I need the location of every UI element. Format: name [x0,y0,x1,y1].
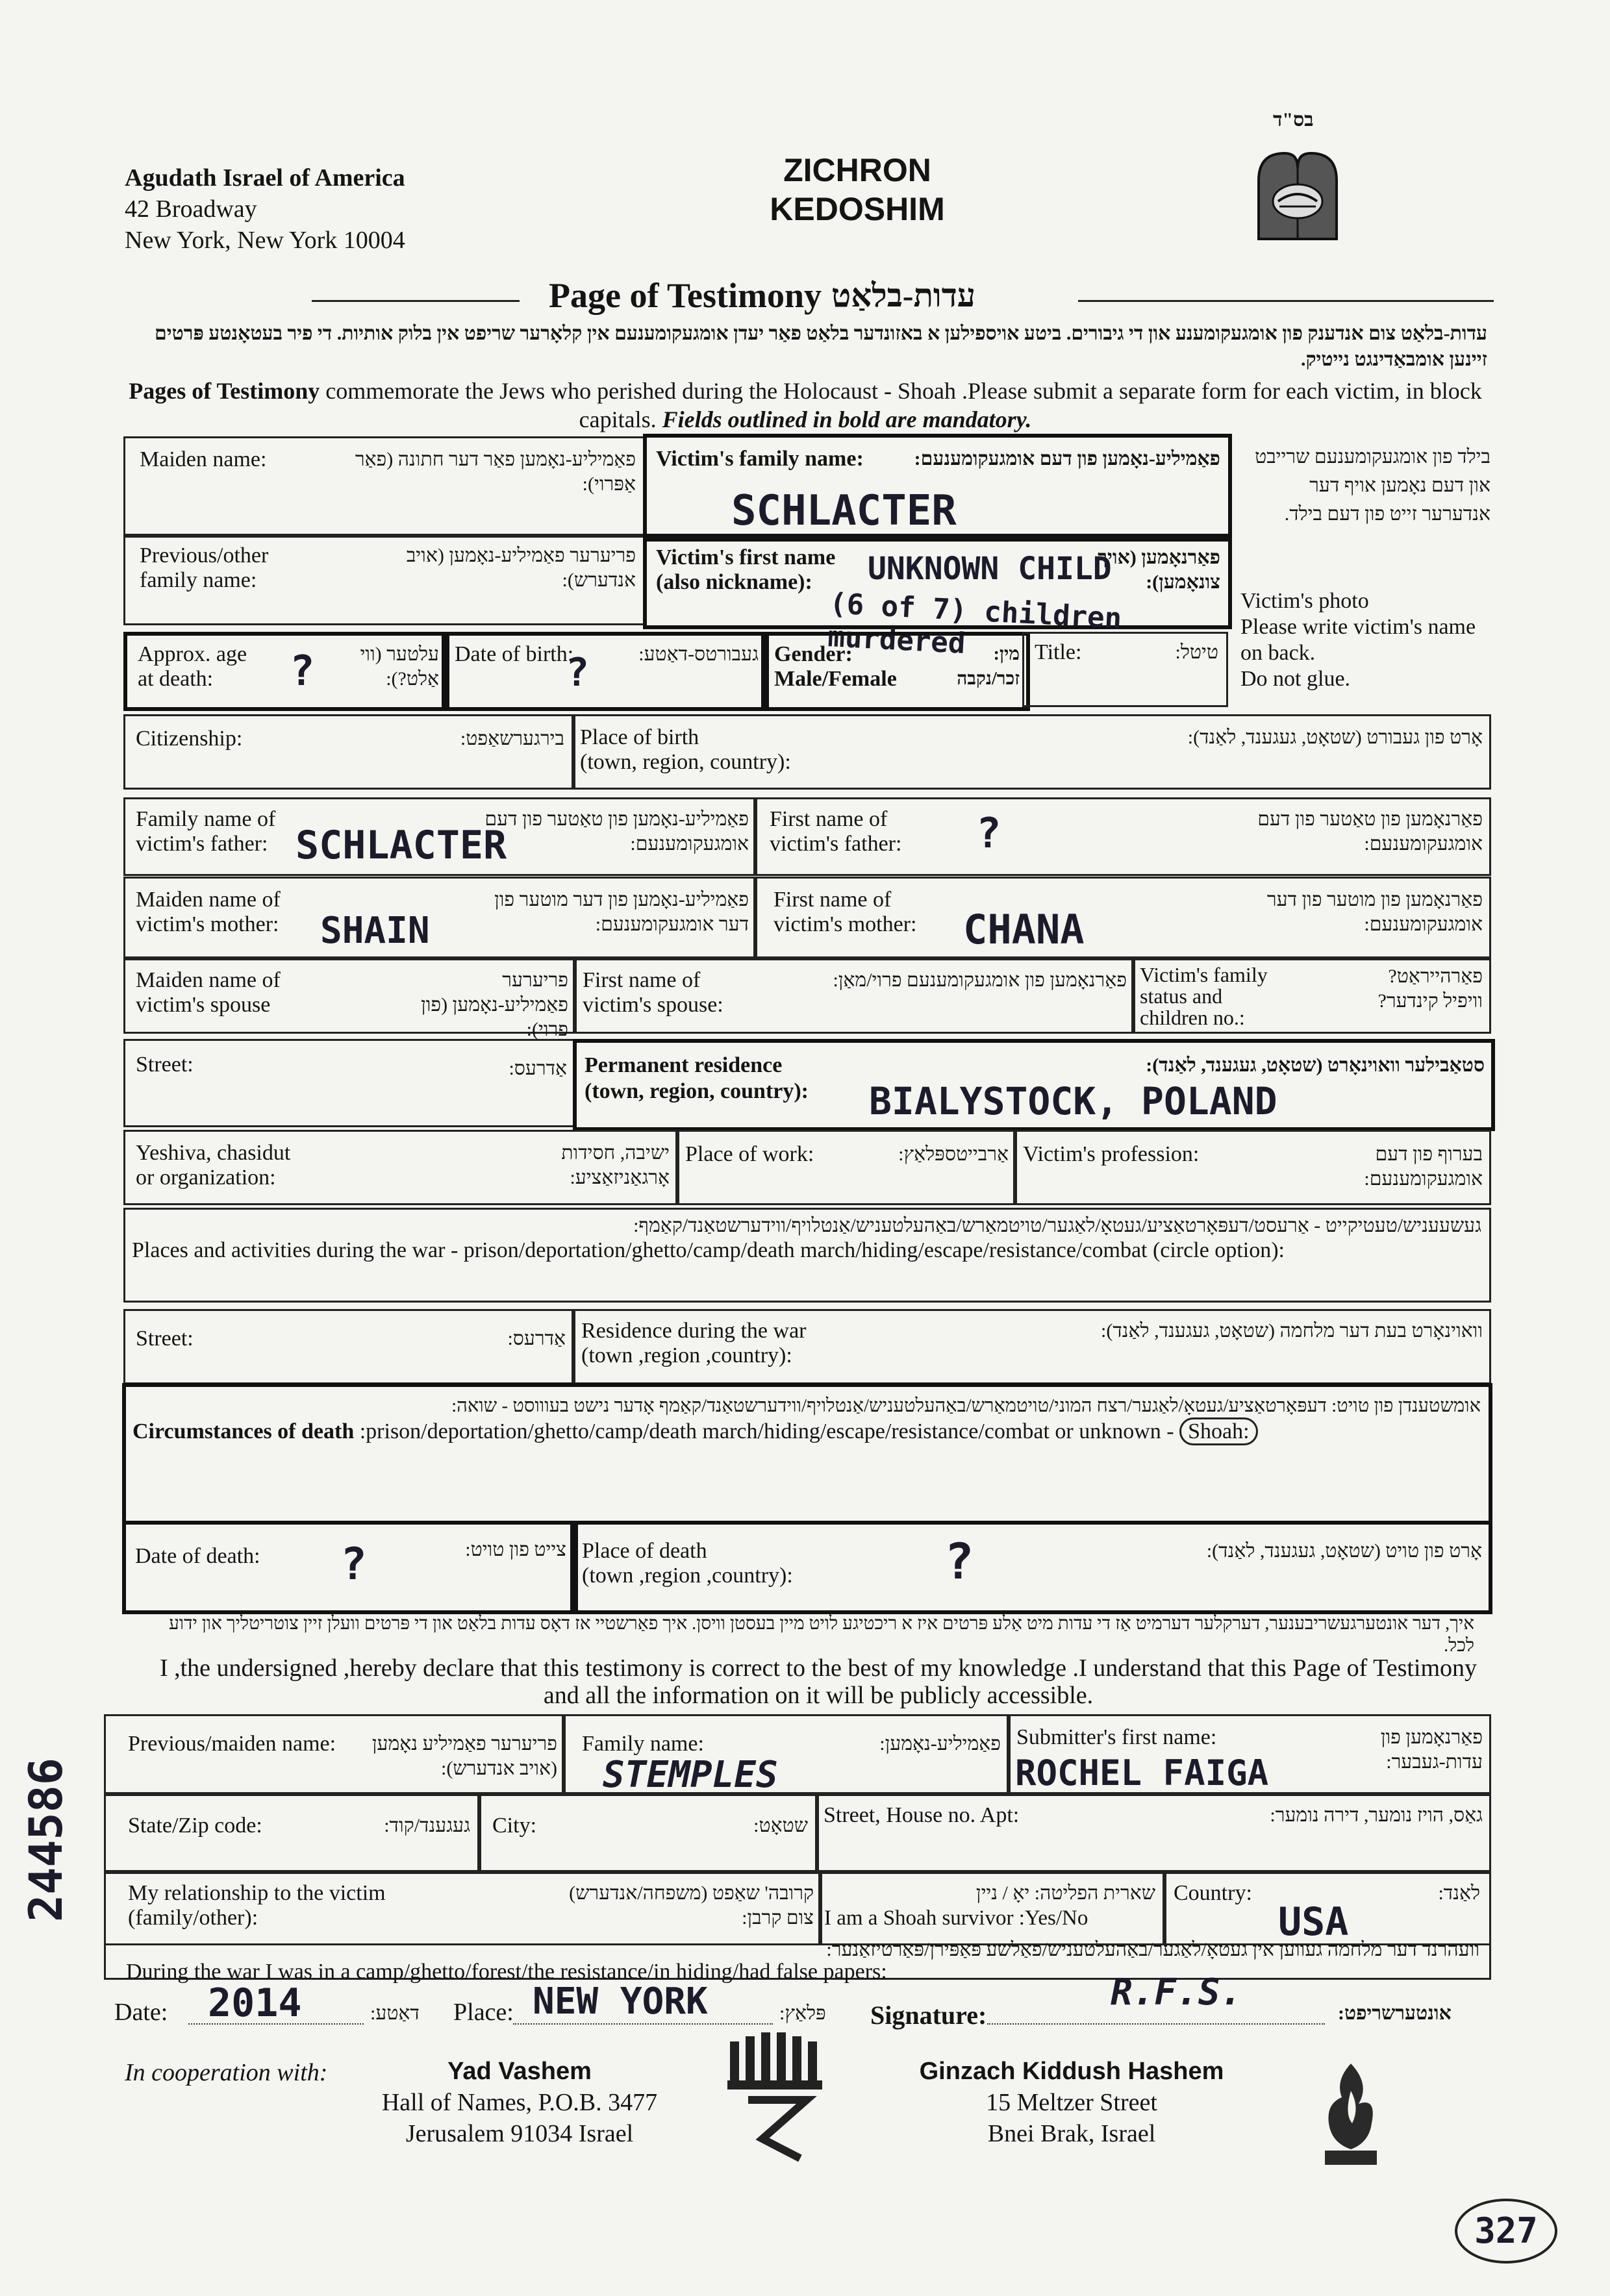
submitter-family-name-label: Family name: [582,1732,704,1756]
citizenship-label-yi: בירגערשאַפט: [460,728,564,749]
victim-first-name-label-1: Victim's first name [656,545,836,569]
permanent-residence-value: BIALYSTOCK, POLAND [869,1079,1277,1123]
organization-emblem [1246,142,1350,249]
field-survivor[interactable] [818,1870,1166,1945]
field-submitter-state-zip[interactable] [104,1792,481,1874]
spouse-first-label-1: First name of [583,968,701,992]
org-address-street: 42 Broadway [125,195,257,223]
mother-maiden-label-yi: פאַמיליע-נאָמען פון דער מוטער פון דער אומגעקומענעם: [494,889,749,935]
title-label-yi: טיטל: [1175,642,1218,663]
age-value: ? [290,647,315,695]
maiden-name-label: Maiden name: [140,447,267,471]
circumstances-label-yi: אומשטענדן פון טויט: דעפּאָרטאַציע/געטאָ/לאַגער/רצח המוני/טויטמאַרש/באַהעלטעניש/אַנטלויף/ווידערשטאַנד/קאַמף אָדער נישט בעוווסט - שואה: [451,1395,1481,1416]
ginzach-address-1: 15 Meltzer Street [986,2089,1157,2116]
field-submitter-family-name[interactable] [562,1714,1011,1796]
field-war-residence[interactable] [572,1309,1491,1384]
field-submitter-city[interactable] [477,1792,819,1874]
family-status-label-yi: פאַרהייראַט? וויפיל קינדער? [1377,966,1483,1012]
relationship-label-yi-1: קרובה' שאַפט (משפחה/אנדערש) [569,1882,814,1904]
previous-name-label-yi: פריערער פאַמיליע-נאָמען (אויב אנדערש): [406,545,636,591]
war-activities-label-yi: געשעעניש/טעטיקייט - אַרעסט/דעפּאָרטאַציע/געטאָ/לאַגער/טויטמאַרש/באַהעלטעניש/אַנטלויף/ווידערשטאַנד/קאַמף: [633,1215,1481,1236]
field-mother-maiden-name[interactable] [123,877,757,958]
title-rule-right [1078,300,1494,302]
photo-note-yiddish: בילד פון אומגעקומענעם שרייבט און דעם נאָמען אויף דער אנדערער זייט פון דעם בילד. [1255,446,1491,525]
gender-label-1: Gender: [774,642,853,666]
field-previous-family-name[interactable] [123,534,647,625]
victim-first-name-label-2: (also nickname): [656,570,812,594]
photo-note-line-1: Victim's photo [1240,589,1369,613]
ginzach-block [896,2056,1247,2149]
field-place-of-birth[interactable] [572,714,1491,790]
date-label: Date: [114,1999,168,2026]
place-of-death-value: ? [944,1532,974,1590]
war-location-label: During the war I was in a camp/ghetto/forest/the resistance/in hiding/had false papers: [126,1960,887,1984]
bsd-mark: בס"ד [1273,109,1314,131]
father-family-value: SCHLACTER [296,823,507,868]
mother-first-label-yi: פאַרנאָמען פון מוטער פון דער אומגעקומענעם: [1266,889,1483,935]
permanent-residence-label-yi: סטאַבילער וואוינאָרט (שטאָט, געגענד, לאַנד): [1146,1054,1485,1076]
field-relationship[interactable] [104,1870,822,1945]
place-of-birth-label-2: (town, region, country): [580,750,791,774]
state-zip-label: State/Zip code: [128,1814,262,1838]
intro-english-text: commemorate the Jews who perished during the Holocaust - Shoah .Please submit a separate form for each victim, in block capitals. [320,378,1482,432]
mother-first-label-1: First name of [774,888,892,912]
signature-value[interactable]: R.F.S. [1111,1971,1242,2014]
permanent-residence-label-1: Permanent residence [585,1053,783,1077]
relationship-label-2: (family/other): [128,1906,258,1930]
father-first-value: ? [976,810,1001,858]
gender-label-2: Male/Female [774,667,897,691]
mother-first-value: CHANA [963,906,1085,953]
age-label-1: Approx. age [138,642,247,666]
war-street-label-yi: אַדרעס: [507,1328,566,1349]
photo-note-line-2: Please write victim's name on back. [1240,615,1476,665]
title-label: Title: [1035,640,1082,664]
field-date-of-birth[interactable] [442,632,769,711]
page-number: 327 [1455,2199,1557,2264]
street-label: Street: [136,1053,194,1077]
field-permanent-residence[interactable] [573,1039,1495,1131]
declaration-english: I ,the undersigned ,hereby declare that this testimony is correct to the best of my knowledge .I understand that this Page of Testimony and all the information on it will be publicly accessible. [159,1654,1478,1709]
spouse-maiden-label-1: Maiden name of [136,968,281,992]
ginzach-name: Ginzach Kiddush Hashem [919,2058,1224,2085]
field-profession[interactable] [1013,1130,1491,1205]
circumstances-label-options: :prison/deportation/ghetto/camp/death march/hiding/escape/resistance/combat or unknown - [354,1419,1180,1443]
war-residence-label-2: (town ,region ,country): [581,1343,792,1367]
intro-mandatory-note: Fields outlined in bold are mandatory. [662,406,1032,432]
intro-english-bold: Pages of Testimony [129,378,320,404]
field-circumstances-of-death[interactable] [122,1383,1492,1525]
yeshiva-label-2: or organization: [136,1166,276,1190]
father-family-label-2: victim's father: [136,832,268,856]
circumstances-label [132,1419,1258,1444]
field-date-of-death[interactable] [122,1521,578,1614]
field-gender[interactable] [761,632,1030,711]
father-family-label-yi: פאַמיליע-נאָמען פון טאַטער פון דעם אומגעקומענעם: [484,808,749,855]
org-name: Agudath Israel of America [125,164,405,192]
submitter-previous-name-label-yi: פריערער פאַמיליע נאָמען (אויב אנדערש): [371,1733,557,1779]
field-spouse-maiden-name[interactable] [123,958,577,1040]
war-residence-label-1: Residence during the war [581,1319,807,1343]
war-residence-label-yi: וואוינאָרט בעת דער מלחמה (שטאָט, געגענד, לאַנד): [1101,1320,1483,1341]
profession-label-yi: בערוף פון דעם אומגעקומענעם: [1364,1143,1483,1190]
margin-record-number: 244586 [19,1758,73,1922]
date-label-yi: דאַטע: [370,2003,420,2024]
victim-first-name-label-yi: פאַרנאָמען (אויך צונאָמען): [1098,547,1220,593]
war-activities-label: Places and activities during the war - prison/deportation/ghetto/camp/death march/hiding/escape/resistance/combat (circle option): [132,1238,1285,1262]
yeshiva-label-yi: ישיבה, חסידות אָרגאַניזאַציע: [561,1142,670,1188]
submitter-first-name-label: Submitter's first name: [1016,1725,1217,1749]
place-of-death-label-yi: אָרט פון טויט (שטאָט, געגענד, לאַנד): [1206,1540,1482,1562]
page-title-yiddish: עדות-בלאַט [831,277,976,314]
yad-vashem-logo [722,2028,833,2168]
place-label-yi: פּלאַץ: [779,2003,826,2024]
yad-vashem-name: Yad Vashem [447,2058,592,2085]
field-place-of-death[interactable] [570,1521,1492,1614]
submitter-previous-name-label: Previous/maiden name: [128,1732,336,1756]
ginzach-address-2: Bnei Brak, Israel [987,2120,1156,2147]
yad-vashem-block [364,2056,675,2149]
date-of-death-label-yi: צייט פון טויט: [465,1539,566,1560]
country-value: USA [1278,1899,1349,1945]
ginzach-flame-logo [1312,2058,1390,2172]
signature-label-yi: אונטערשריפט: [1338,2003,1452,2024]
gender-label-yi: מין: זכר/נקבה [957,644,1020,689]
field-place-of-work[interactable] [675,1130,1017,1205]
title-rule-left [312,300,520,302]
place-of-death-label-2: (town ,region ,country): [582,1564,793,1588]
field-mother-first-name[interactable] [753,877,1491,958]
father-first-label-1: First name of [770,807,888,831]
relationship-label-yi-2: צום קרבן: [742,1907,814,1928]
field-submitter-first-name[interactable] [1007,1714,1491,1796]
field-war-location[interactable] [104,1939,1487,1984]
war-location-label-yi: וועהרנד דער מלחמה געווען אין געטאָ/לאַגער/באַהעלטעניש/פאַלשע פּאַפּירן/פּאַרטיזאַנער: [826,1939,1479,1960]
city-label: City: [492,1814,537,1838]
country-label: Country: [1174,1881,1252,1905]
field-maiden-name[interactable] [123,436,647,538]
org-address-city: New York, New York 10004 [125,227,405,254]
city-label-yi: שטאָט: [753,1815,808,1836]
dob-value: ? [566,650,590,695]
family-status-label-2: status and [1140,984,1223,1008]
field-submitter-previous-name[interactable] [104,1714,566,1796]
field-father-first-name[interactable] [753,797,1491,876]
dob-label-yi: געבורטס-דאַטע: [638,643,759,665]
submitter-family-name-label-yi: פאַמיליע-נאָמען: [879,1733,1001,1754]
yeshiva-label-1: Yeshiva, chasidut [136,1141,291,1165]
submitter-first-name-value: ROCHEL FAIGA [1015,1753,1269,1793]
program-title [727,151,987,229]
field-age-at-death[interactable] [123,632,449,711]
country-label-yi: לאַנד: [1438,1882,1480,1904]
field-war-activities[interactable] [123,1208,1491,1303]
submitter-street-label-yi: גאַס, הויז נומער, דירה נומער: [1270,1804,1483,1826]
state-zip-label-yi: געגענד/קוד: [384,1815,470,1836]
mother-maiden-label-1: Maiden name of [136,888,281,912]
field-spouse-first-name[interactable] [573,958,1135,1034]
page-title: Page of Testimony [549,276,822,315]
yad-vashem-address-2: Jerusalem 91034 Israel [405,2120,634,2147]
street-label-yi: אַדרעס: [509,1058,567,1079]
date-of-death-value: ? [340,1539,367,1590]
circumstances-label-bold: Circumstances of death [132,1419,355,1443]
previous-name-label-2: family name: [140,568,257,592]
intro-yiddish: עדות-בלאַט צום אנדענק פון אומגעקומענע און די גיבורים. ביטע אויספילען א באזונדער בלאַט פאַר יעדן אומגעקומענעם אין קלאָרער שריפט אין בלוק אותיות. די פיר בעטאָנטע פּרטים זיינען אומבאַדינגט נייטיק. [155,323,1487,370]
victim-family-name-value: SCHLACTER [731,487,957,535]
yad-vashem-address-1: Hall of Names, P.O.B. 3477 [381,2089,658,2116]
field-father-family-name[interactable] [123,797,757,876]
victim-family-name-label: Victim's family name: [656,447,864,471]
photo-note-line-3: Do not glue. [1240,667,1351,691]
mother-first-label-2: victim's mother: [774,912,917,936]
date-value[interactable]: 2014 [208,1980,302,2026]
place-line [513,2023,773,2025]
place-of-birth-label-yi: אָרט פון געבורט (שטאָט, געגענד, לאַנד): [1187,727,1483,748]
permanent-residence-label-2: (town, region, country): [585,1079,809,1103]
relationship-label-1: My relationship to the victim [128,1881,386,1905]
mother-maiden-value: SHAIN [320,910,430,952]
date-of-death-label: Date of death: [135,1544,260,1568]
war-street-label: Street: [136,1327,194,1351]
spouse-first-label-yi: פאַרנאָמען פון אומגעקומענעם פרוי/מאַן: [833,969,1127,991]
field-submitter-street[interactable] [815,1792,1491,1874]
field-submitter-country[interactable] [1163,1870,1491,1945]
victim-first-name-value-2: (6 of 7) children murdered [827,587,1123,661]
field-yeshiva[interactable] [123,1130,679,1205]
field-family-status[interactable] [1131,958,1491,1034]
survivor-label: I am a Shoah survivor :Yes/No [824,1906,1088,1930]
place-of-work-label-yi: אַרבייטספּלאַץ: [898,1143,1009,1165]
submitter-family-name-value: STEMPLES [603,1754,778,1796]
place-of-death-label-1: Place of death [582,1539,707,1563]
program-title-line2: KEDOSHIM [770,191,945,227]
spouse-first-label-2: victim's spouse: [583,993,723,1017]
spouse-maiden-label-2: victim's spouse [136,993,271,1017]
father-first-label-2: victim's father: [770,832,902,856]
profession-label: Victim's profession: [1023,1142,1200,1166]
place-of-work-label: Place of work: [685,1142,814,1166]
field-title[interactable] [1022,632,1228,707]
age-label-yi: עלטער (ווי אַלט?): [360,643,439,690]
submitter-first-name-label-yi: פאַרנאָמען פון עדות-געבער: [1380,1727,1483,1773]
cooperation-label: In cooperation with: [125,2059,328,2086]
family-status-label-1: Victim's family [1140,963,1268,986]
org-block [125,162,405,256]
place-value[interactable]: NEW YORK [533,1980,708,2023]
signature-line [987,2023,1325,2025]
circumstances-circled-option: Shoah: [1179,1417,1257,1445]
intro-english [123,377,1487,434]
place-of-birth-label-1: Place of birth [580,725,699,749]
mother-maiden-label-2: victim's mother: [136,912,279,936]
photo-note-english [1240,588,1487,692]
submitter-street-label: Street, House no. Apt: [824,1803,1020,1827]
field-victim-family-name[interactable] [643,434,1232,542]
victim-family-name-label-yi: פאַמיליע-נאָמען פון דעם אומגעקומענעם: [914,448,1220,469]
age-label-2: at death: [138,667,214,691]
program-title-line1: ZICHRON [783,152,931,188]
dob-label: Date of birth: [455,642,574,666]
field-street[interactable] [123,1039,577,1127]
victim-first-name-value-1: UNKNOWN CHILD [868,551,1112,587]
declaration-yiddish: איך, דער אונטערגעשריבענער, דערקלער דערמיט אַז די עדות מיט אַלע פּרטים איז א ריכטיגע לויט מיין בעסטן וויסן. איך פאַרשטיי אז דאָס עדות בלאַט און די פּרטים וועלן זיין צוטריטליך און ידוע לכל. [168,1614,1474,1656]
family-status-label-3: children no.: [1140,1006,1245,1029]
place-label: Place: [453,1999,514,2026]
father-first-label-yi: פאַרנאָמען פון טאַטער פון דעם אומגעקומענעם: [1257,808,1483,855]
citizenship-label: Citizenship: [136,727,243,751]
survivor-label-yi: שארית הפליטה: יאָ / ניין [975,1882,1155,1904]
signature-label: Signature: [870,2001,987,2030]
field-war-street[interactable] [123,1309,575,1384]
maiden-name-label-yi: פאַמיליע-נאָמען פאַר דער חתונה (פאַר אַפּרוי): [355,449,636,495]
field-citizenship[interactable] [123,714,575,790]
father-family-label-1: Family name of [136,807,276,831]
spouse-maiden-label-yi: פריערער פאַמיליע-נאָמען (פון פרוי): [421,969,568,1040]
previous-name-label-1: Previous/other [140,543,269,568]
